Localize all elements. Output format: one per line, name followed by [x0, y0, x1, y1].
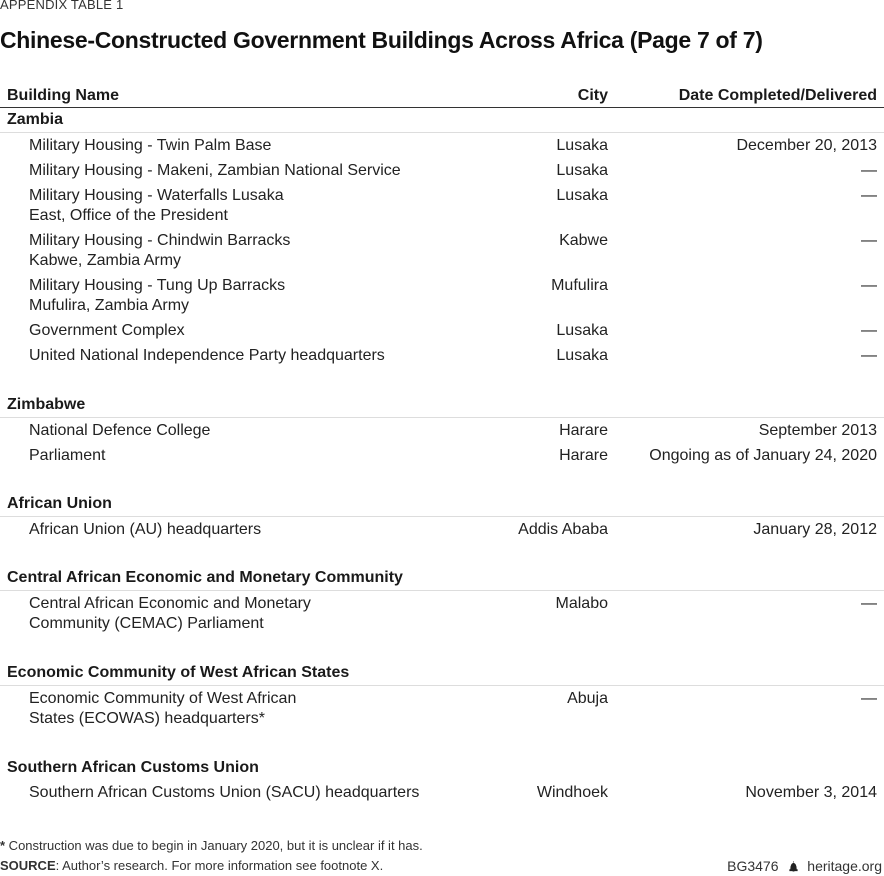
section-label: Southern African Customs Union	[7, 759, 259, 776]
date: —	[861, 162, 877, 179]
building-name: Military Housing - Twin Palm Base	[29, 137, 272, 154]
table-row	[0, 183, 884, 228]
section-ecowas	[0, 661, 884, 686]
table-row	[0, 443, 884, 492]
brand-footer	[727, 858, 882, 874]
date: September 2013	[758, 422, 877, 439]
buildings-table	[0, 84, 884, 805]
appendix-kicker: APPENDIX TABLE 1	[0, 0, 124, 12]
table-row	[0, 318, 884, 343]
table-row	[0, 133, 884, 158]
section-cemac	[0, 566, 884, 591]
source-text: : Author’s research. For more information see footnote X.	[55, 858, 384, 873]
table-row	[0, 591, 884, 661]
table-row	[0, 780, 884, 805]
source-note	[0, 858, 383, 873]
date: —	[861, 232, 877, 249]
building-name: Military Housing - Makeni, Zambian National Service	[29, 162, 401, 179]
section-label: Zimbabwe	[7, 396, 86, 413]
city: Windhoek	[536, 784, 608, 801]
table-row	[0, 418, 884, 443]
liberty-bell-icon	[788, 861, 799, 872]
city: Addis Ababa	[518, 521, 608, 538]
table-row	[0, 228, 884, 273]
section-label: Central African Economic and Monetary Community	[7, 569, 403, 586]
date: Ongoing as of January 24, 2020	[649, 447, 877, 464]
date: —	[861, 690, 877, 707]
report-code: BG3476	[727, 858, 779, 874]
date: —	[861, 322, 877, 339]
date: November 3, 2014	[745, 784, 877, 801]
col-header-city: City	[577, 87, 608, 104]
table-row	[0, 343, 884, 393]
city: Lusaka	[556, 137, 608, 154]
col-header-date: Date Completed/Delivered	[678, 87, 877, 104]
footnote-mark: *	[0, 838, 6, 853]
footnote	[0, 838, 423, 853]
site-link[interactable]: heritage.org	[807, 858, 882, 874]
building-name: Parliament	[29, 447, 106, 464]
city: Lusaka	[556, 347, 608, 364]
city: Abuja	[567, 690, 608, 707]
building-name: Government Complex	[29, 322, 185, 339]
section-zambia	[0, 108, 884, 133]
footnote-text: Construction was due to begin in January 2020, but it is unclear if it has.	[5, 838, 423, 853]
date: —	[861, 277, 877, 294]
city: Mufulira	[551, 277, 608, 294]
building-name: Military Housing - Waterfalls Lusaka East, Office of the President	[29, 187, 284, 224]
table-header	[0, 84, 884, 108]
building-name: African Union (AU) headquarters	[29, 521, 262, 538]
section-zimbabwe	[0, 393, 884, 418]
building-name: United National Independence Party headquarters	[29, 347, 385, 364]
city: Lusaka	[556, 162, 608, 179]
col-header-name: Building Name	[7, 87, 120, 104]
table-row	[0, 158, 884, 183]
source-label: SOURCE	[0, 858, 56, 873]
date: January 28, 2012	[753, 521, 877, 538]
date: —	[861, 347, 877, 364]
building-name: National Defence College	[29, 422, 211, 439]
building-name: Economic Community of West African States (ECOWAS) headquarters*	[29, 690, 297, 727]
date: December 20, 2013	[736, 137, 877, 154]
building-name: Military Housing - Chindwin Barracks Kabwe, Zambia Army	[29, 232, 291, 269]
city: Lusaka	[556, 322, 608, 339]
city: Harare	[559, 422, 608, 439]
building-name: Central African Economic and Monetary Community (CEMAC) Parliament	[29, 595, 311, 632]
page-title: Chinese-Constructed Government Buildings Across Africa (Page 7 of 7)	[0, 27, 763, 53]
section-sacu	[0, 756, 884, 780]
table-row	[0, 273, 884, 318]
section-label: Zambia	[7, 111, 64, 128]
building-name: Military Housing - Tung Up Barracks Mufulira, Zambia Army	[29, 277, 286, 314]
city: Lusaka	[556, 187, 608, 204]
city: Kabwe	[559, 232, 608, 249]
section-african-union	[0, 492, 884, 517]
city: Harare	[559, 447, 608, 464]
date: —	[861, 187, 877, 204]
date: —	[861, 595, 877, 612]
building-name: Southern African Customs Union (SACU) headquarters	[29, 784, 420, 801]
section-label: Economic Community of West African States	[7, 664, 350, 681]
table-row	[0, 686, 884, 756]
city: Malabo	[555, 595, 608, 612]
section-label: African Union	[7, 495, 112, 512]
table-row	[0, 517, 884, 566]
